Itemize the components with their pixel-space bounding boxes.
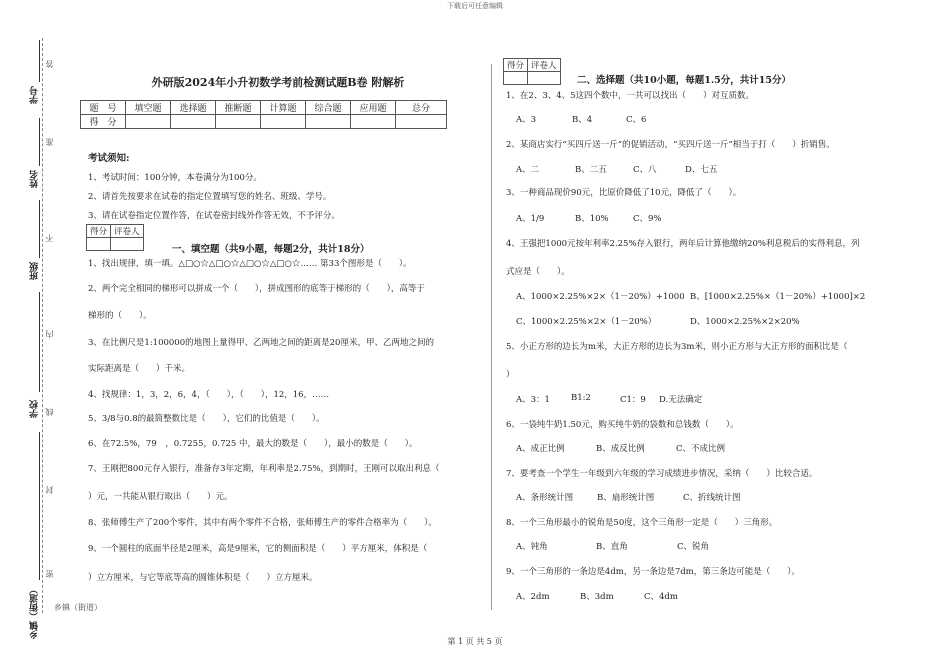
option[interactable]: A、3：1 — [516, 395, 550, 405]
question-line: 8、一个三角形最小的锐角是50度，这个三角形一定是（ ）三角形。 — [506, 518, 778, 528]
option[interactable]: B、二五 — [575, 165, 607, 175]
option[interactable]: C1：9 — [620, 395, 646, 405]
question-line: 梯形的（ ）。 — [88, 311, 152, 321]
score-input-cell[interactable] — [396, 115, 447, 129]
question-line: 9、一个三角形的一条边是4dm，另一条边是7dm，第三条边可能是（ ）。 — [506, 567, 800, 577]
option[interactable]: B、10% — [575, 214, 609, 224]
option[interactable]: A、钝角 — [516, 542, 548, 552]
margin-label-student-id: 学号 — [30, 86, 40, 104]
grader-input-cell[interactable] — [528, 72, 561, 85]
margin-label-class: 班级 — [30, 262, 40, 280]
section1-title: 一、填空题（共9小题，每题2分，共计18分） — [172, 244, 370, 255]
question-line: 1、找出规律，填一填。△□○☆△□○☆△□○☆△□○☆…… 第33个图形是（ ）。 — [88, 259, 412, 269]
notice-item: 2、请首先按要求在试卷的指定位置填写您的姓名、班级、学号。 — [88, 192, 332, 202]
option[interactable]: A、2dm — [516, 592, 550, 602]
option[interactable]: A、1000×2.25%×2×（1－20%）+1000 — [516, 292, 685, 302]
score-cell: 应用题 — [351, 101, 396, 115]
score-input-cell[interactable] — [261, 115, 306, 129]
grader-box — [503, 58, 561, 85]
grader-label: 评卷人 — [528, 59, 561, 72]
score-cell: 总分 — [396, 101, 447, 115]
option[interactable]: C、八 — [633, 165, 657, 175]
question-line: ）立方厘米，与它等底等高的圆锥体积是（ ）立方厘米。 — [88, 573, 318, 583]
score-input-cell[interactable] — [306, 115, 351, 129]
question-line: 6、一袋纯牛奶1.50元，购买纯牛奶的袋数和总钱数（ ）。 — [506, 420, 739, 430]
option[interactable]: A、成正比例 — [516, 444, 565, 454]
option[interactable]: C、4dm — [644, 592, 678, 602]
grader-label: 得分 — [504, 59, 528, 72]
question-line: 9、一个圆柱的底面半径是2厘米，高是9厘米，它的侧面积是（ ）平方厘米，体积是（ — [88, 544, 428, 554]
score-cell: 题 号 — [81, 101, 126, 115]
score-table — [80, 100, 447, 129]
score-cell: 填空题 — [126, 101, 171, 115]
question-line: 4、找规律：1，3，2，6，4，（ ），（ ），12，16，…… — [88, 390, 330, 400]
option[interactable]: C、9% — [633, 214, 662, 224]
top-note: 下载后可任意编辑 — [447, 2, 503, 10]
seal-char: 答 — [45, 60, 54, 68]
question-line: 实际距离是（ ）千米。 — [88, 364, 191, 374]
question-line: 7、要考查一个学生一年级到六年级的学习成绩进步情况，采纳（ ）比较合适。 — [506, 469, 818, 479]
margin-label-name: 姓名 — [30, 170, 40, 188]
grader-box — [86, 224, 144, 251]
question-line: 7、王刚把800元存入银行，准备存3年定期，年利率是2.75%，到期时，王刚可以取出利息（ — [88, 464, 440, 474]
option[interactable]: B1:2 — [571, 393, 591, 403]
question-line: 式应是（ ）。 — [506, 267, 570, 277]
question-line: ） — [506, 370, 515, 380]
seal-char: 内 — [45, 330, 54, 338]
score-cell: 推断题 — [216, 101, 261, 115]
score-cell: 选择题 — [171, 101, 216, 115]
exam-title: 外研版2024年小升初数学考前检测试题B卷 附解析 — [151, 76, 405, 89]
underline — [39, 40, 40, 82]
option[interactable]: C、不成比例 — [676, 444, 726, 454]
score-cell: 计算题 — [261, 101, 306, 115]
underline — [39, 432, 40, 580]
underline — [39, 292, 40, 392]
option[interactable]: C、6 — [626, 115, 647, 125]
option[interactable]: B、扇形统计图 — [597, 493, 655, 503]
score-cell: 综合题 — [306, 101, 351, 115]
margin-label-school: 学校 — [30, 400, 40, 418]
option[interactable]: D、七五 — [685, 165, 718, 175]
option[interactable]: B、直角 — [596, 542, 628, 552]
underline — [39, 200, 40, 258]
question-line: 3、在比例尺是1:100000的地图上量得甲、乙两地之间的距离是20厘米，甲、乙两地之间的 — [88, 338, 434, 348]
notice-item: 1、考试时间：100分钟，本卷满分为100分。 — [88, 173, 262, 183]
score-input-cell[interactable] — [351, 115, 396, 129]
seal-char: 准 — [45, 138, 54, 146]
option[interactable]: B、[1000×2.25%×（1－20%）+1000]×2 — [690, 292, 866, 302]
score-input-cell[interactable] — [171, 115, 216, 129]
score-cell: 得 分 — [81, 115, 126, 129]
seal-char: 线 — [45, 408, 54, 416]
option[interactable]: A、条形统计图 — [516, 493, 574, 503]
seal-line — [42, 38, 43, 613]
option[interactable]: C、折线统计图 — [683, 493, 741, 503]
option[interactable]: A、3 — [516, 115, 537, 125]
question-line: 1、在2、3、4、5这四个数中，一共可以找出（ ）对互质数。 — [506, 91, 755, 101]
option[interactable]: A、1/9 — [516, 214, 545, 224]
score-table-score-row — [81, 115, 447, 129]
underline — [39, 118, 40, 166]
option[interactable]: C、锐角 — [677, 542, 710, 552]
question-line: 5、小正方形的边长为m米，大正方形的边长为3m米，则小正方形与大正方形的面积比是（ — [506, 342, 848, 352]
question-line: 2、两个完全相同的梯形可以拼成一个（ ），拼成图形的底等于梯形的（ ），高等于 — [88, 284, 425, 294]
option[interactable]: B、3dm — [580, 592, 614, 602]
question-line: ）元，一共能从银行取出（ ）元。 — [88, 492, 233, 502]
option[interactable]: B、成反比例 — [596, 444, 645, 454]
question-line: 4、王强把1000元按年利率2.25%存入银行，两年后计算他缴纳20%利息税后的实得利息，列 — [506, 239, 860, 249]
grader-input-cell[interactable] — [504, 72, 528, 85]
option[interactable]: A、二 — [516, 165, 540, 175]
question-line: 6、在72.5%，79 ，0.7255，0.725 中，最大的数是（ ），最小的数是（ ）。 — [88, 439, 418, 449]
grader-input-cell[interactable] — [111, 238, 144, 251]
grader-input-cell[interactable] — [87, 238, 111, 251]
notice-heading: 考试须知: — [88, 153, 130, 164]
option[interactable]: B、4 — [572, 115, 593, 125]
option[interactable]: D.无法确定 — [659, 395, 703, 405]
column-separator — [491, 64, 492, 610]
option[interactable]: D、1000×2.25%×2×20% — [690, 317, 800, 327]
margin-label-town: 乡镇（街道） — [30, 585, 40, 639]
score-table-header-row — [81, 101, 447, 115]
grader-label: 评卷人 — [111, 225, 144, 238]
notice-item: 3、请在试卷指定位置作答，在试卷密封线外作答无效，不予评分。 — [88, 211, 340, 221]
seal-char-extra: 乡镇（街道） — [54, 603, 102, 612]
question-line: 5、3/8与0.8的最简整数比是（ ），它们的比值是（ ）。 — [88, 414, 325, 424]
option[interactable]: C、1000×2.25%×2×（1－20%） — [516, 317, 657, 327]
question-line: 2、某商店实行“买四斤送一斤”的促销活动，“买四斤送一斤”相当于打（ ）折销售。 — [506, 140, 835, 150]
score-input-cell[interactable] — [126, 115, 171, 129]
question-line: 8、张师傅生产了200个零件，其中有两个零件不合格，张师傅生产的零件合格率为（ ）。 — [88, 518, 437, 528]
section2-title: 二、选择题（共10小题，每题1.5分，共计15分） — [577, 75, 791, 86]
seal-char: 不 — [45, 234, 54, 242]
seal-char: 封 — [45, 486, 54, 494]
grader-label: 得分 — [87, 225, 111, 238]
question-line: 3、一种商品现价90元，比原价降低了10元，降低了（ ）。 — [506, 188, 742, 198]
page-footer: 第 1 页 共 5 页 — [447, 637, 503, 646]
score-input-cell[interactable] — [216, 115, 261, 129]
seal-char: 密 — [45, 570, 54, 578]
